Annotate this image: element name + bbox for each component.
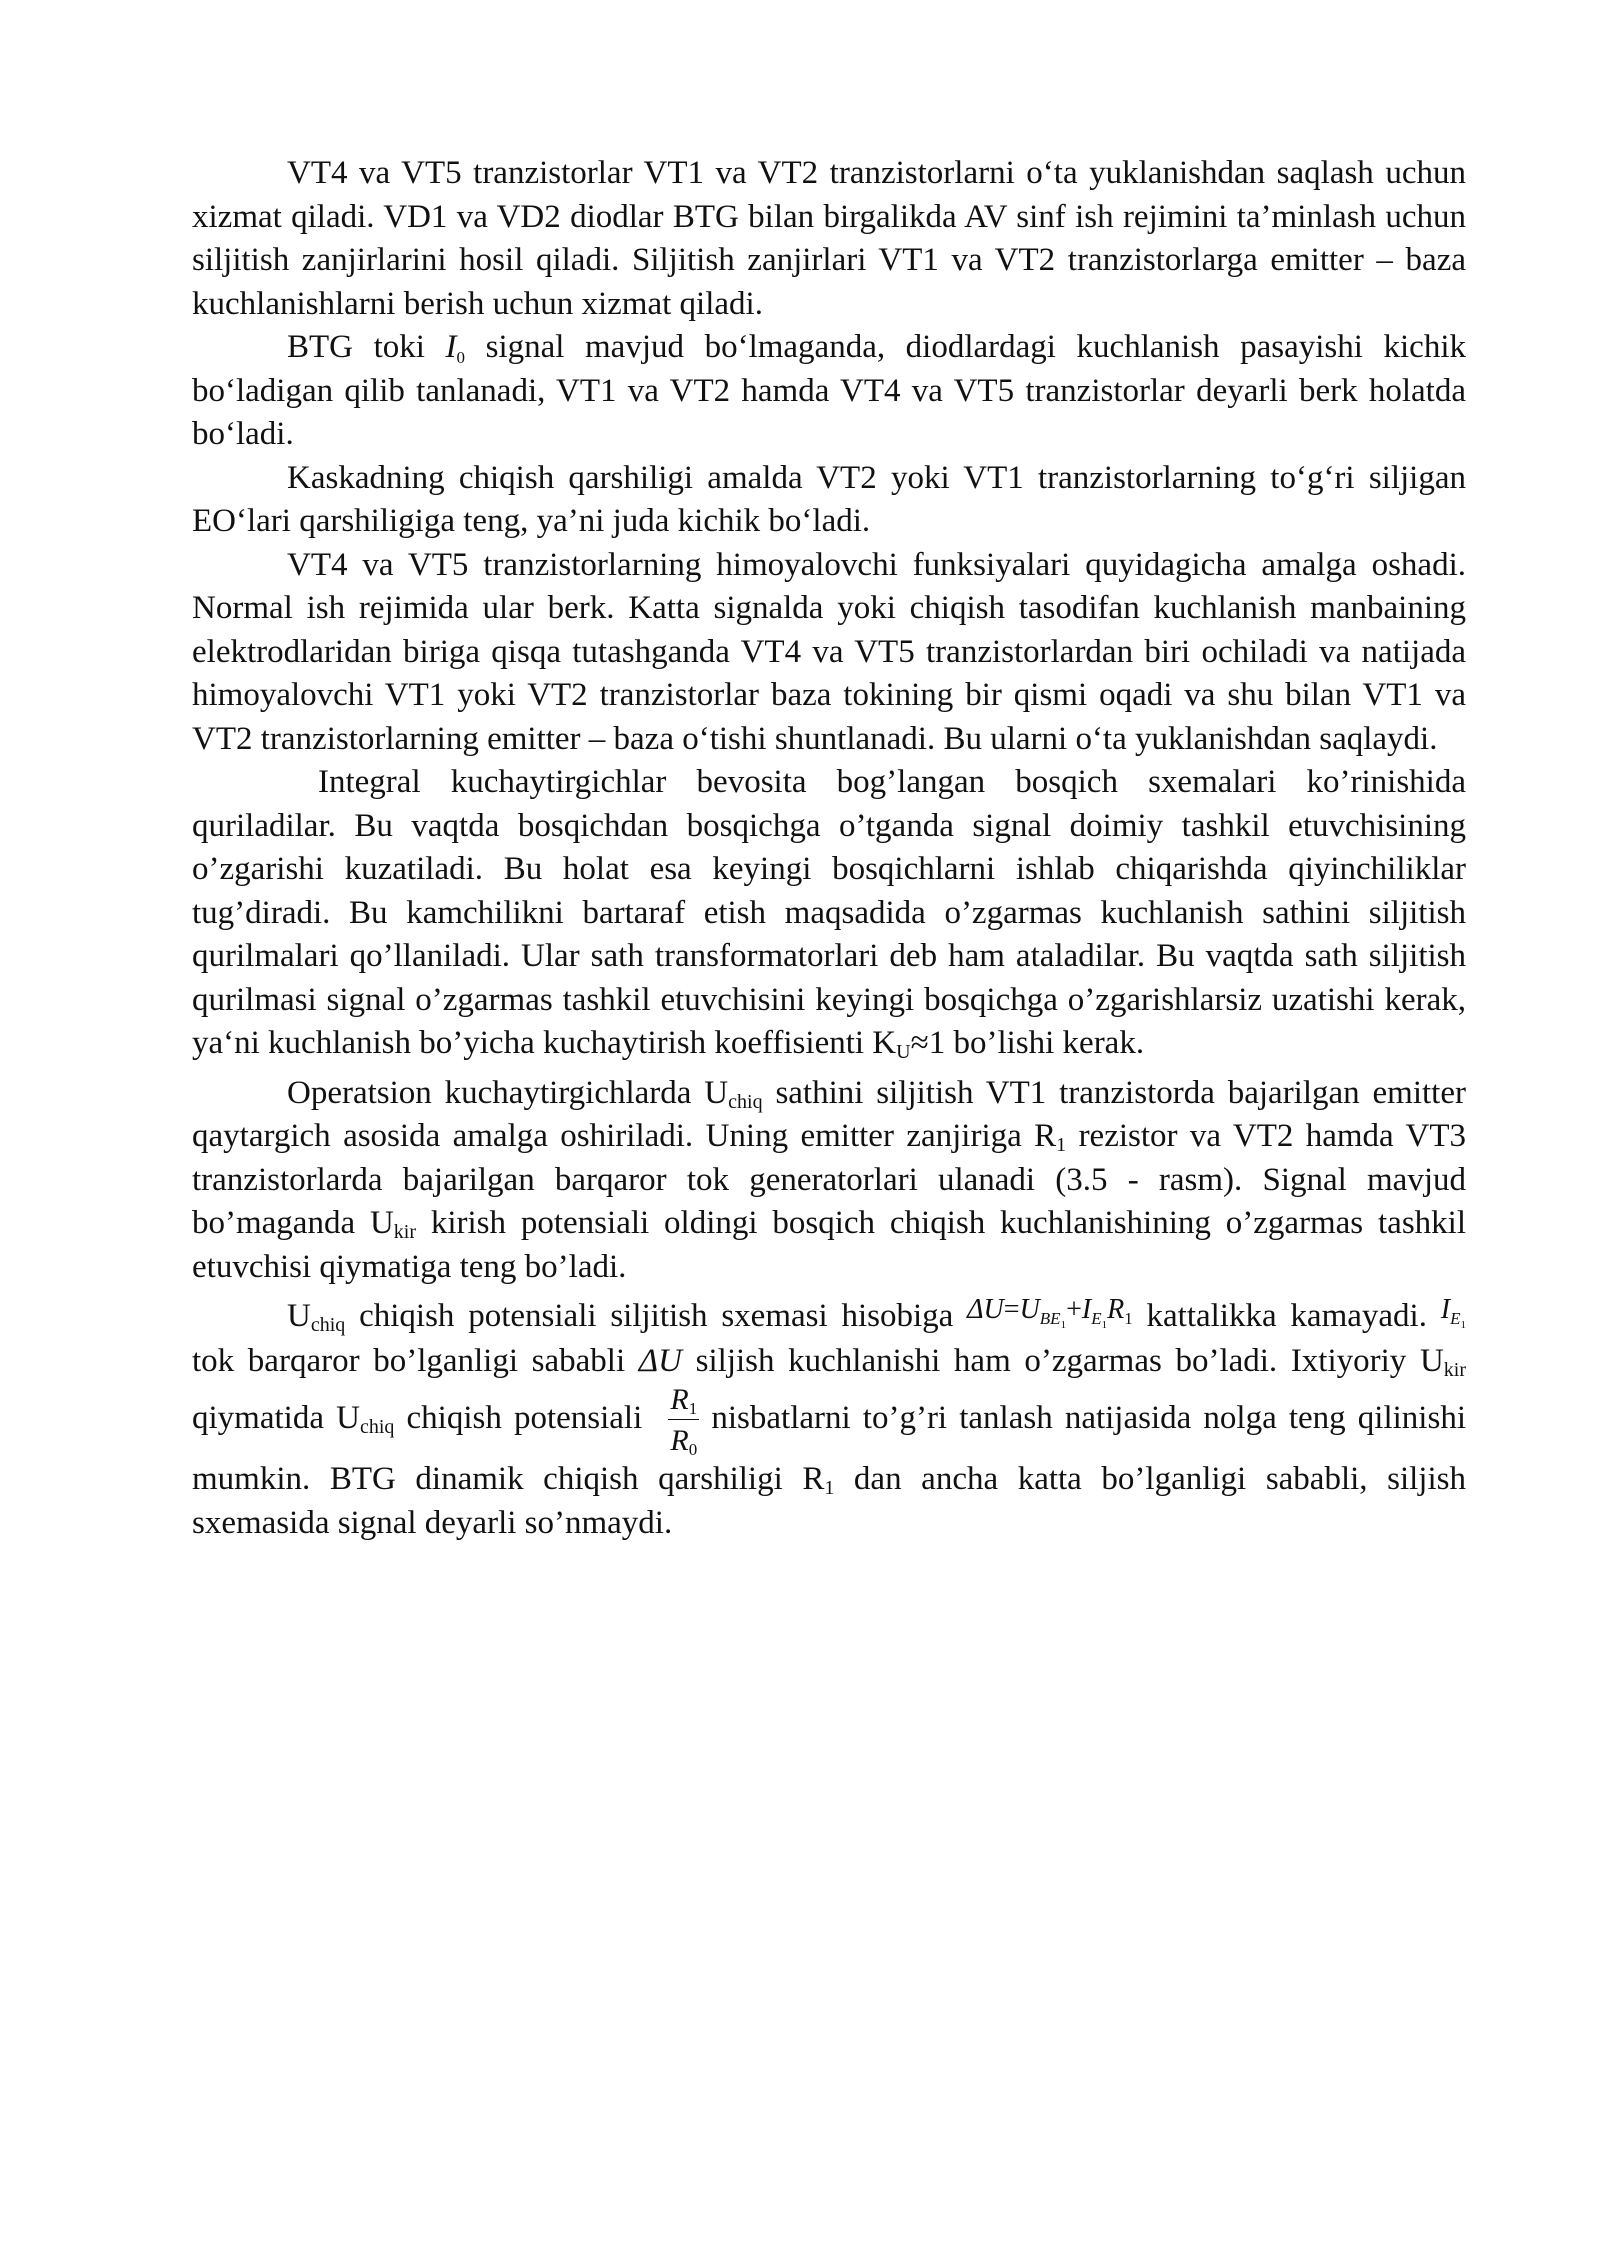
document-body — [192, 152, 1466, 1545]
symbol-i0: I — [445, 329, 457, 365]
paragraph-1: VT4 va VT5 tranzistorlar VT1 va VT2 tranzistorlarni o‘ta yuklanishdan saqlash uchun xizmat qiladi. VD1 va VD2 diodlar BTG bilan birgalikda AV sinf ish rejimini ta’minlash uchun siljitish zanjirlarini hosil qiladi. Siljitish zanjirlari VT1 va VT2 tranzistorlarga emitter – baza kuchlanishlarni berish uchun xizmat qiladi. — [192, 155, 1466, 322]
paragraph-4: VT4 va VT5 tranzistorlarning himoyalovchi funksiyalari quyidagicha amalga oshadi. Normal ish rejimida ular berk. Katta signalda yoki chiqish tasodifan kuchlanish manbaining elektrodlaridan biriga qisqa tutashganda VT4 va VT5 tranzistorlardan biri ochiladi va natijada himoyalovchi VT1 yoki VT2 tranzistorlar baza tokining bir qismi oqadi va shu bilan VT1 va VT2 tranzistorlarning emitter – baza o‘tishi shuntlanadi. Bu ularni o‘ta yuklanishdan saqlaydi. — [192, 546, 1466, 757]
paragraph-6: Operatsion kuchaytirgichlarda $U_{chiq}$ sathini siljitish VT1 tranzistorda bajarilgan emitter qaytargich asosida amalga oshiriladi. Uning emitter zanjiriga $R_1$ rezistor va VT2 hamda VT3 tranzistorlarda bajarilgan barqaror tok generatorlari ulanadi (3.5 - rasm). Signal mavjud bo’maganda $U_{kir}$ kirish potensiali oldingi bosqich chiqish kuchlanishining o’zgarmas tashkil etuvchisi qiymatiga teng bo’ladi. — [192, 1074, 1466, 1285]
symbol-ie1: IE1 — [1440, 1294, 1466, 1331]
fraction-r1-r0: $\frac{R1}{R0}$ — [670, 1383, 698, 1459]
formula-delta-u: ΔU=UBE1+IE1R1 — [967, 1294, 1133, 1331]
paragraph-2: BTG toki I0 signal mavjud bo‘lmaganda, diodlardagi kuchlanish pasayishi kichik bo‘ladigan qilib tanlanadi, VT1 va VT2 hamda VT4 va VT5 tranzistorlar deyarli berk holatda bo‘ladi. — [192, 329, 1466, 452]
paragraph-3: Kaskadning chiqish qarshiligi amalda VT2 yoki VT1 tranzistorlarning to‘g‘ri siljigan EO‘lari qarshiligiga teng, ya’ni juda kichik bo‘ladi. — [192, 459, 1466, 539]
symbol-delta-u: ΔU — [638, 1342, 682, 1379]
paragraph-7: $U_{chiq}$ chiqish potensiali siljitish sxemasi hisobiga $^{\Delta U=U_{BE1}+I_{E1}R_1}$ kattalikka kamayadi. $^{I_{E1}}$ tok barqaror bo’lganligi sababli ΔU siljish kuchlanishi ham o’zgarmas bo’ladi. Ixtiyoriy $U_{kir}$ qiymatida $U_{chiq}$ chiqish potensiali $\frac{R1}{R0}$ nisbatlarni to’g’ri tanlash natijasida nolga teng qilinishi mumkin. BTG dinamik chiqish qarshiligi $R_1$ dan ancha katta bo’lganligi sababli, siljish sxemasida signal deyarli so’nmaydi. — [192, 1294, 1466, 1541]
paragraph-5: Integral kuchaytirgichlar bevosita bog’langan bosqich sxemalari ko’rinishida quriladilar. Bu vaqtda bosqichdan bosqichga o’tganda signal doimiy tashkil etuvchisining o’zgarishi kuzatiladi. Bu holat esa keyingi bosqichlarni ishlab chiqarishda qiyinchiliklar tug’diradi. Bu kamchilikni bartaraf etish maqsadida o’zgarmas kuchlanish sathini siljitish qurilmalari qo’llaniladi. Ular sath transformatorlari deb ham ataladilar. Bu vaqtda sath siljitish qurilmasi signal o’zgarmas tashkil etuvchisini keyingi bosqichga o’zgarishlarsiz uzatishi kerak, ya‘ni kuchlanish bo’yicha kuchaytirish koeffisienti $K_U\approx 1$ bo’lishi kerak. — [192, 764, 1466, 1063]
